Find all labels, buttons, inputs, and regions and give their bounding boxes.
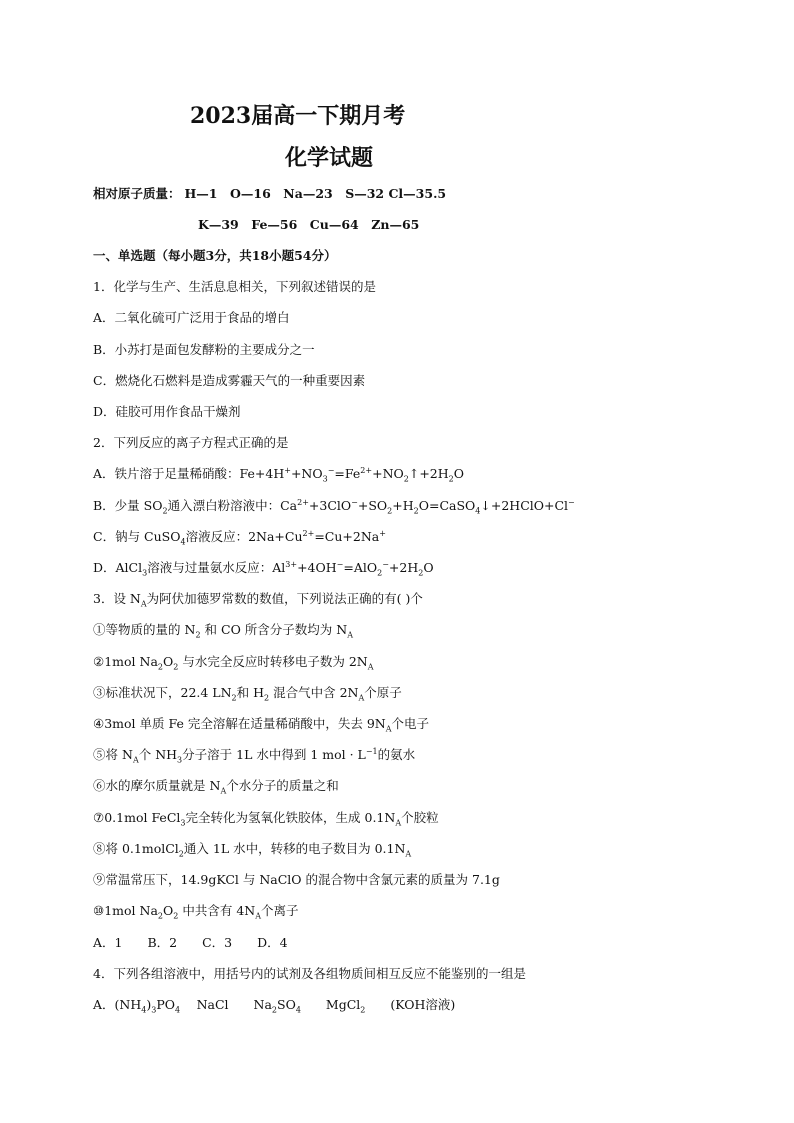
- option-b-text: B．少量: [93, 498, 140, 513]
- option-c-text: C．钠与: [93, 529, 141, 544]
- option-d-text-2: 溶液与过量氨水反应：: [147, 560, 273, 575]
- q3-i5b: 个: [138, 747, 152, 762]
- question-3-item-5: ⑤将 $N_A$个 $NH_3$分子溶于 1L 水中得到 1 mol · $L^{-1}$的氨水: [93, 746, 416, 765]
- exam-title: 2023届高一下期月考: [190, 103, 406, 129]
- question-1-option-d: D．硅胶可用作食品干燥剂: [93, 404, 241, 419]
- question-1-stem: 1．化学与生产、生活息息相关，下列叙述错误的是: [93, 279, 376, 294]
- question-3-item-3: ③标准状况下，22.4 $LN_2$和 $H_2$ 混合气中含 $2N_A$个原子: [93, 685, 402, 703]
- q3-i10b: 中共含有: [182, 903, 233, 918]
- q3-i1c: CO 所含分子数均为: [221, 622, 333, 637]
- question-3-stem: 3．设 $N_A$为阿伏加德罗常数的数值，下列说法正确的有( )个: [93, 591, 423, 609]
- q3-i3b: 和: [236, 685, 250, 700]
- option-a-text: A．铁片溶于足量稀硝酸：: [93, 466, 240, 481]
- option-d-text: D．: [93, 560, 116, 575]
- question-4-stem: 4．下列各组溶液中，用括号内的试剂及各组物质间相互反应不能鉴别的一组是: [93, 966, 526, 981]
- question-3-options: A．1 B．2 C．3 D．4: [93, 935, 288, 950]
- q3-i1: ①等物质的量的: [93, 622, 181, 637]
- q3-i2b: 与水完全反应时转移电子数为: [182, 654, 345, 669]
- section-heading: 一、单选题（每小题3分，共18小题54分）: [93, 248, 337, 263]
- question-3-item-7: ⑦0.1mol FeCl$_3$完全转化为氢氧化铁胶体，生成 $0.1N_A$个胶粒: [93, 810, 439, 828]
- q3-stem-a: 3．设: [93, 591, 126, 606]
- atomic-mass-row-1: [93, 186, 446, 202]
- q4-a-reagent: (KOH溶液): [390, 997, 456, 1012]
- q3-i4: ④3mol 单质 Fe 完全溶解在适量稀硝酸中，失去: [93, 716, 363, 731]
- question-3-item-8: ⑧将 0.1molCl$_2$通入 1L 水中，转移的电子数目为 $0.1N_A$: [93, 841, 412, 859]
- q3-i7: ⑦0.1mol: [93, 810, 148, 825]
- q3-i5d: 的氨水: [377, 747, 416, 762]
- q3-stem-b: 为阿伏加德罗常数的数值，下列说法正确的有( )个: [146, 591, 423, 606]
- q3-i5c: 分子溶于 1L 水中得到 1 mol · L: [182, 747, 366, 762]
- question-2-option-d: D．AlCl$_3$溶液与过量氨水反应：$Al^{3+}+4OH^-=AlO_2^-+2H_2O$: [93, 559, 434, 578]
- option-c-text-2: 溶液反应：: [185, 529, 249, 544]
- atomic-mass-row-2: K—39 Fe—56 Cu—64 Zn—65: [198, 217, 420, 232]
- q4-a-prefix: A．: [93, 997, 115, 1012]
- question-1-option-a: A．二氧化硫可广泛用于食品的增白: [93, 310, 290, 325]
- atomic-mass-values-1: H—1 O—16 Na—23 S—32 Cl—35.5: [184, 186, 447, 201]
- q3-i6: ⑥水的摩尔质量就是: [93, 778, 206, 793]
- q3-i6b: 个水分子的质量之和: [226, 778, 339, 793]
- question-3-item-4: ④3mol 单质 Fe 完全溶解在适量稀硝酸中，失去 $9N_A$个电子: [93, 716, 430, 734]
- question-2-option-b: B．少量 $SO_2$通入漂白粉溶液中：$Ca^{2+}+3ClO^-+SO_2+H_2O=CaSO_4↓+2HClO+Cl^-$: [93, 497, 575, 516]
- question-2-stem: 2．下列反应的离子方程式正确的是: [93, 435, 289, 450]
- question-1-option-c: C．燃烧化石燃料是造成雾霾天气的一种重要因素: [93, 373, 366, 388]
- question-3-item-10: ⑩1mol $Na_2O_2$ 中共含有 $4N_A$个离子: [93, 903, 299, 921]
- question-3-item-2: ②1mol $Na_2O_2$ 与水完全反应时转移电子数为 $2N_A$: [93, 654, 374, 672]
- q3-i3d: 个原子: [364, 685, 402, 700]
- subject-title: 化学试题: [285, 145, 374, 171]
- q3-i8b: 通入 1L 水中，转移的电子数目为: [183, 841, 371, 856]
- question-2-option-c: C．钠与 CuSO$_4$溶液反应：$2Na+Cu^{2+}=Cu+2Na^+$: [93, 528, 386, 547]
- q3-i1b: 和: [204, 622, 218, 637]
- q3-i7c: 个胶粒: [401, 810, 439, 825]
- q3-i10: ⑩1mol: [93, 903, 136, 918]
- q3-i3c: 混合气中含: [273, 685, 336, 700]
- question-3-item-9: ⑨常温常压下，14.9gKCl 与 NaClO 的混合物中含氯元素的质量为 7.1g: [93, 872, 500, 887]
- q3-i5: ⑤将: [93, 747, 119, 762]
- q3-i3: ③标准状况下，22.4 L: [93, 685, 221, 700]
- question-2-option-a: A．铁片溶于足量稀硝酸：$Fe+4H^++NO_3^-=Fe^{2+}+NO_2↑+2H_2O$: [93, 465, 465, 484]
- q3-i7b: 完全转化为氢氧化铁胶体，生成: [185, 810, 361, 825]
- question-3-item-6: ⑥水的摩尔质量就是 $N_A$个水分子的质量之和: [93, 778, 339, 796]
- q3-i4b: 个电子: [391, 716, 430, 731]
- q3-i2: ②1mol: [93, 654, 136, 669]
- question-4-option-a: A．$(NH_4)_3PO_4$ NaCl $Na_2SO_4$ MgCl$_2$ (KOH溶液): [93, 997, 456, 1015]
- atomic-mass-label: 相对原子质量：: [93, 186, 181, 201]
- q3-i8: ⑧将 0.1mol: [93, 841, 166, 856]
- question-1-option-b: B．小苏打是面包发酵粉的主要成分之一: [93, 342, 315, 357]
- question-3-item-1: ①等物质的量的 $N_2$ 和 CO 所含分子数均为 $N_A$: [93, 622, 354, 640]
- option-b-text-2: 通入漂白粉溶液中：: [167, 498, 281, 513]
- q3-i10c: 个离子: [261, 903, 299, 918]
